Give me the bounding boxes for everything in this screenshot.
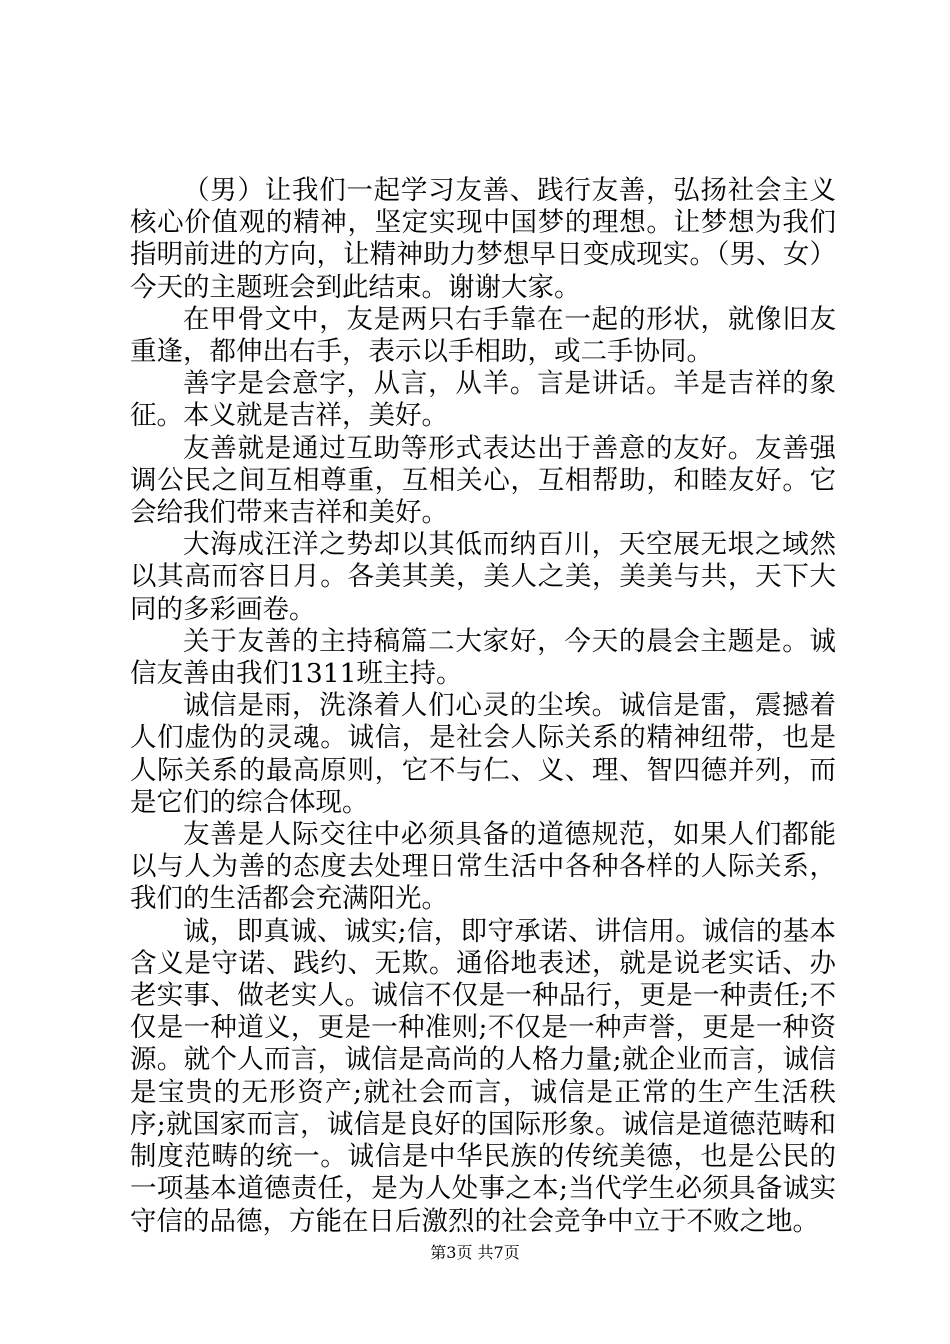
- page-number-label: 第3页 共7页: [430, 1243, 520, 1262]
- paragraph-2: 在甲骨文中，友是两只右手靠在一起的形状，就像旧友重逢，都伸出右手，表示以手相助，或二手协同。: [130, 303, 836, 368]
- document-body: [130, 175, 836, 1238]
- paragraph-7: 诚信是雨，洗涤着人们心灵的尘埃。诚信是雷，震撼着人们虚伪的灵魂。诚信，是社会人际关系的精神纽带，也是人际关系的最高原则，它不与仁、义、理、智四德并列，而是它们的综合体现。: [130, 690, 836, 818]
- paragraph-3: 善字是会意字，从言，从羊。言是讲话。羊是吉祥的象征。本义就是吉祥，美好。: [130, 368, 836, 432]
- paragraph-6: 关于友善的主持稿篇二大家好，今天的晨会主题是。诚信友善由我们1311班主持。: [130, 625, 836, 690]
- page-footer: [0, 1243, 950, 1263]
- paragraph-5: 大海成汪洋之势却以其低而纳百川，天空展无垠之域然以其高而容日月。各美其美，美人之美，美美与共，天下大同的多彩画卷。: [130, 529, 836, 625]
- paragraph-8: 友善是人际交往中必须具备的道德规范，如果人们都能以与人为善的态度去处理日常生活中各种各样的人际关系，我们的生活都会充满阳光。: [130, 819, 836, 915]
- paragraph-1: （男）让我们一起学习友善、践行友善，弘扬社会主义核心价值观的精神，坚定实现中国梦的理想。让梦想为我们指明前进的方向，让精神助力梦想早日变成现实。（男、女）今天的主题班会到此结束。谢谢大家。: [130, 175, 836, 303]
- paragraph-9: 诚，即真诚、诚实;信，即守承诺、讲信用。诚信的基本含义是守诺、践约、无欺。通俗地表述，就是说老实话、办老实事、做老实人。诚信不仅是一种品行，更是一种责任;不仅是一种道义，更是一种准则;不仅是一种声誉，更是一种资源。就个人而言，诚信是高尚的人格力量;就企业而言，诚信是宝贵的无形资产;就社会而言，诚信是正常的生产生活秩序;就国家而言，诚信是良好的国际形象。诚信是道德范畴和制度范畴的统一。诚信是中华民族的传统美德，也是公民的一项基本道德责任，是为人处事之本;当代学生必须具备诚实守信的品德，方能在日后激烈的社会竞争中立于不败之地。: [130, 915, 836, 1237]
- paragraph-4: 友善就是通过互助等形式表达出于善意的友好。友善强调公民之间互相尊重，互相关心，互相帮助，和睦友好。它会给我们带来吉祥和美好。: [130, 432, 836, 529]
